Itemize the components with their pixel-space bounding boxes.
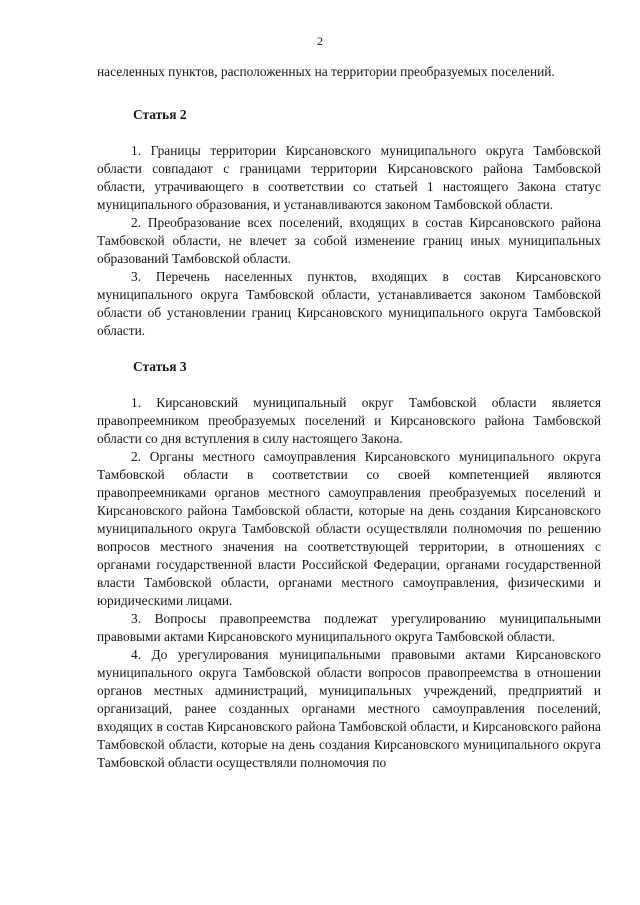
article-2-paragraph-2: 2. Преобразование всех поселений, входящих в состав Кирсановского района Тамбовской области, не влечет за собой изменение границ иных муниципальных образований Тамбовской области. <box>97 215 601 266</box>
article-2-paragraph-3: 3. Перечень населенных пунктов, входящих в состав Кирсановского муниципального округа Тамбовской области, устанавливается законом Тамбовской области об установлении границ Кирсановского муниципального округа Тамбовской области. <box>97 269 601 338</box>
article-2-paragraph-1: 1. Границы территории Кирсановского муниципального округа Тамбовской области совпадают с границами территории Кирсановского района Тамбовской области, утрачивающего в соответствии со статьей 1 настоящего Закона статус муниципального образования, и устанавливаются законом Тамбовской области. <box>97 143 601 212</box>
article-3-paragraph-1: 1. Кирсановский муниципальный округ Тамбовской области является правопреемником преобразуемых поселений и Кирсановского района Тамбовской области со дня вступления в силу настоящего Закона. <box>97 395 601 446</box>
document-body <box>97 63 601 772</box>
article-3-paragraph-2: 2. Органы местного самоуправления Кирсановского муниципального округа Тамбовской области в соответствии со своей компетенцией являются правопреемниками органов местного самоуправления преобразуемых поселений и Кирсановского района Тамбовской области, которые на день создания Кирсановского муниципального округа Тамбовской области осуществляли полномочия по решению вопросов местного значения на соответствующей территории, в отношениях с органами государственной власти Российской Федерации, органами государственной власти Тамбовской области, органами местного самоуправления, физическими и юридическими лицами. <box>97 449 601 608</box>
article-3-paragraph-4: 4. До урегулирования муниципальными правовыми актами Кирсановского муниципального округа Тамбовской области вопросов правопреемства в отношении органов местных администраций, муниципальных учреждений, предприятий и организаций, ранее созданных органами местного самоуправления поселений, входящих в состав Кирсановского района Тамбовской области, и Кирсановского района Тамбовской области, которые на день создания Кирсановского муниципального округа Тамбовской области осуществляли полномочия по <box>97 647 601 770</box>
intro-paragraph: населенных пунктов, расположенных на территории преобразуемых поселений. <box>97 64 555 79</box>
article-2-heading: Статья 2 <box>133 107 187 122</box>
article-3-heading: Статья 3 <box>133 359 187 374</box>
page-number: 2 <box>317 34 323 48</box>
article-3-paragraph-3: 3. Вопросы правопреемства подлежат урегулированию муниципальными правовыми актами Кирсановского муниципального округа Тамбовской области. <box>97 611 601 644</box>
